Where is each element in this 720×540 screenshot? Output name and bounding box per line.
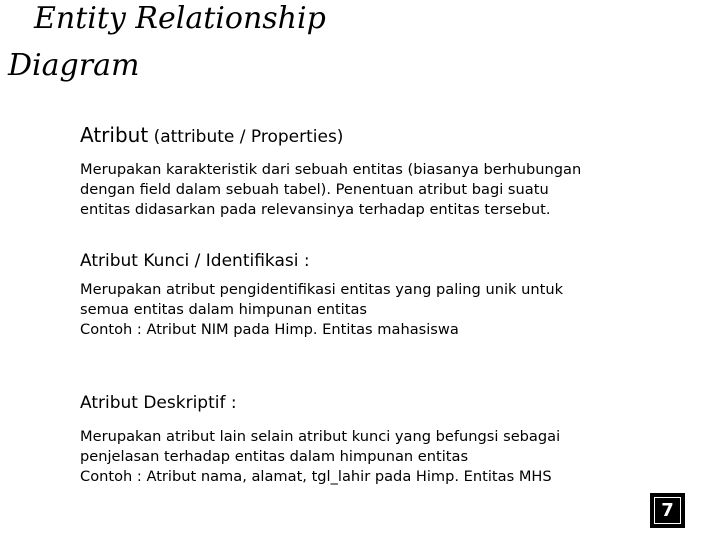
paragraph-line: penjelasan terhadap entitas dalam himpunan entitas	[80, 448, 469, 465]
page-number: 7	[654, 497, 681, 524]
section-paragraph-atribut-kunci	[80, 280, 563, 340]
paragraph-line: dengan field dalam sebuah tabel). Penentuan atribut bagi suatu	[80, 181, 549, 198]
slide-title-line-2: Diagram	[8, 48, 140, 83]
section-heading-atribut	[80, 124, 343, 148]
page-number-badge	[650, 493, 685, 528]
section-heading-atribut-kunci: Atribut Kunci / Identifikasi :	[80, 251, 310, 271]
section-heading-main: Atribut	[80, 123, 149, 147]
paragraph-line: Merupakan atribut lain selain atribut kunci yang befungsi sebagai	[80, 428, 561, 445]
paragraph-line: semua entitas dalam himpunan entitas	[80, 301, 367, 318]
section-heading-atribut-deskriptif: Atribut Deskriptif :	[80, 393, 237, 413]
section-paragraph-atribut-deskriptif	[80, 427, 560, 487]
paragraph-line: entitas didasarkan pada relevansinya terhadap entitas tersebut.	[80, 201, 551, 218]
paragraph-line: Merupakan karakteristik dari sebuah entitas (biasanya berhubungan	[80, 161, 582, 178]
paragraph-line: Contoh : Atribut nama, alamat, tgl_lahir pada Himp. Entitas MHS	[80, 468, 552, 485]
section-heading-sub: (attribute / Properties)	[148, 127, 344, 147]
slide-title-line-1: Entity Relationship	[34, 1, 326, 36]
section-paragraph-atribut	[80, 160, 581, 220]
paragraph-line: Contoh : Atribut NIM pada Himp. Entitas mahasiswa	[80, 321, 459, 338]
paragraph-line: Merupakan atribut pengidentifikasi entitas yang paling unik untuk	[80, 281, 564, 298]
